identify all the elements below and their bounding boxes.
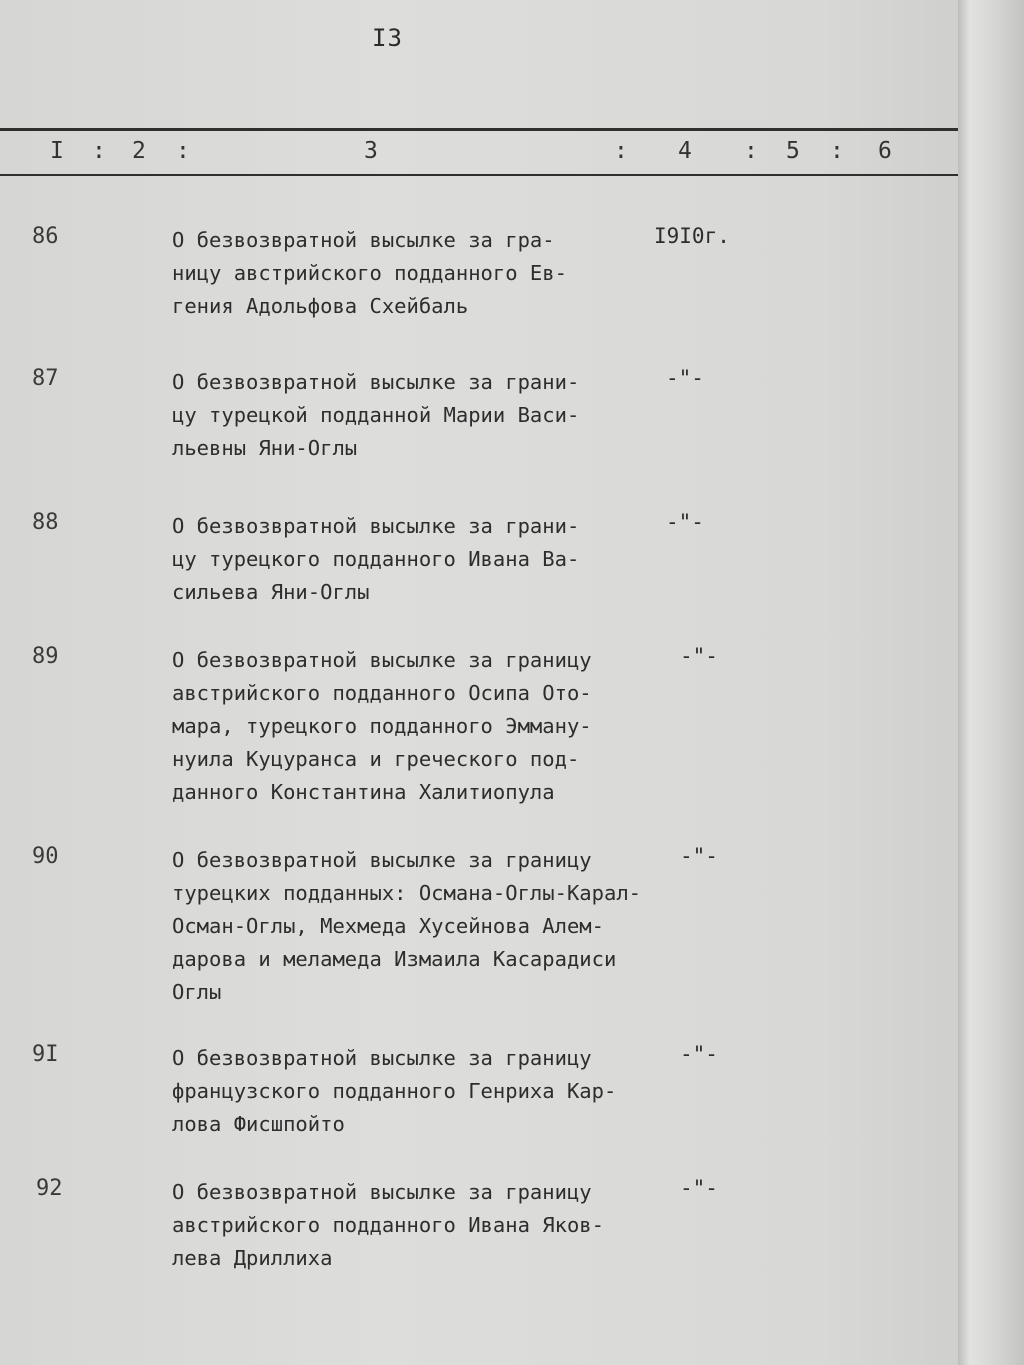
entry-number: 88 bbox=[32, 510, 59, 535]
column-separator: : bbox=[176, 138, 190, 164]
entry-number: 87 bbox=[32, 366, 59, 391]
entry-date: -"- bbox=[680, 644, 718, 668]
entry-description: О безвозвратной высылке за грани- цу турецкой подданной Марии Васи- льевны Яни-Оглы bbox=[172, 370, 580, 460]
entry-date: -"- bbox=[680, 844, 718, 868]
entry-number: 89 bbox=[32, 644, 59, 669]
entry-description: О безвозвратной высылке за границу турецких подданных: Османа-Оглы-Карал- Осман-Оглы, Мехмеда Хусейнова Алем- дарова и меламеда Измаила Касарадиси Оглы bbox=[172, 848, 641, 1004]
header-top-rule bbox=[0, 128, 960, 131]
entry-date: I9I0г. bbox=[654, 224, 730, 248]
entry-description: О безвозвратной высылке за границу австрийского подданного Ивана Яков- лева Дриллиха bbox=[172, 1180, 604, 1270]
entry-description: О безвозвратной высылке за грани- цу турецкого подданного Ивана Ва- сильева Яни-Оглы bbox=[172, 514, 580, 604]
entry-number: 90 bbox=[32, 844, 59, 869]
page-number: I3 bbox=[372, 24, 403, 52]
entry-date: -"- bbox=[680, 1176, 718, 1200]
column-header-5: 5 bbox=[786, 138, 800, 164]
entry-description: О безвозвратной высылке за границу австрийского подданного Осипа Ото- мара, турецкого подданного Эмману- нуила Куцуранса и греческого под- данного Константина Халитиопула bbox=[172, 648, 592, 804]
entry-description: О безвозвратной высылке за гра- ницу австрийского подданного Ев- гения Адольфова Схейбаль bbox=[172, 228, 567, 318]
entry-description: О безвозвратной высылке за границу французского подданного Генриха Кар- лова Фисшпойто bbox=[172, 1046, 617, 1136]
column-separator: : bbox=[744, 138, 758, 164]
column-separator: : bbox=[830, 138, 844, 164]
column-header-2: 2 bbox=[132, 138, 146, 164]
entry-date: -"- bbox=[666, 366, 704, 390]
column-header-6: 6 bbox=[878, 138, 892, 164]
page-edge bbox=[958, 0, 1024, 1365]
column-header-4: 4 bbox=[678, 138, 692, 164]
column-header-3: 3 bbox=[364, 138, 378, 164]
entry-number: 92 bbox=[36, 1176, 63, 1201]
entry-date: -"- bbox=[680, 1042, 718, 1066]
entry-number: 86 bbox=[32, 224, 59, 249]
column-separator: : bbox=[92, 138, 106, 164]
column-separator: : bbox=[614, 138, 628, 164]
header-bottom-rule bbox=[0, 174, 960, 176]
entry-number: 9I bbox=[32, 1042, 59, 1067]
entry-date: -"- bbox=[666, 510, 704, 534]
column-header-1: I bbox=[50, 138, 64, 164]
